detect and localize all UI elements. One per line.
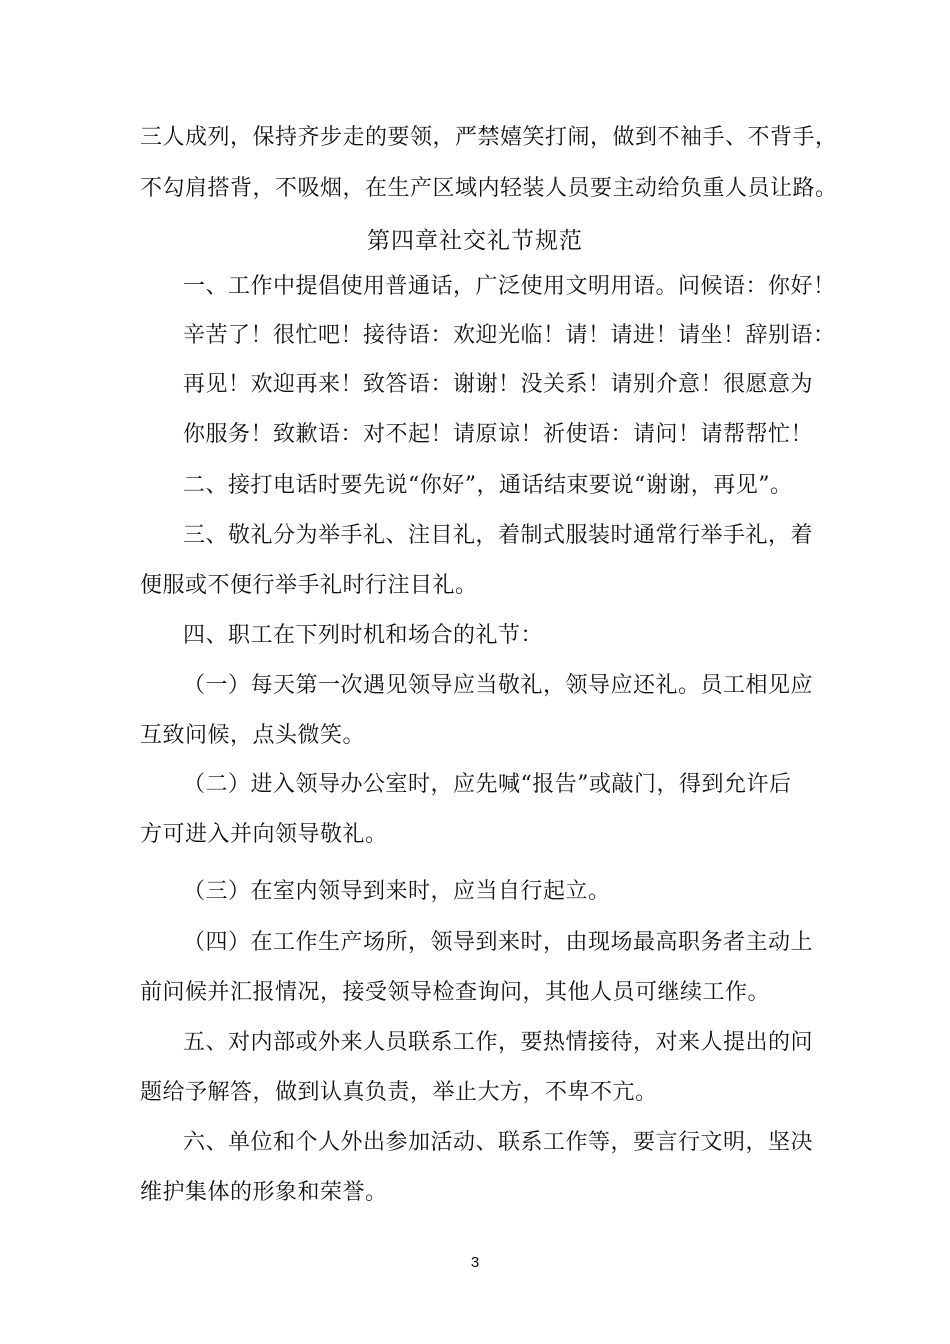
paragraph-line: 前问候并汇报情况，接受领导检查询问，其他人员可继续工作。 — [140, 980, 771, 1005]
paragraph-line: 再见！欢迎再来！致答语：谢谢！没关系！请别介意！很愿意为 — [183, 372, 814, 397]
paragraph-line: 互致问候，点头微笑。 — [140, 723, 366, 748]
paragraph-line: 便服或不便行举手礼时行注目礼。 — [140, 573, 478, 598]
paragraph-line: 辛苦了！很忙吧！接待语：欢迎光临！请！请进！请坐！辞别语： — [183, 323, 836, 348]
paragraph-line: 不勾肩搭背，不吸烟，在生产区域内轻装人员要主动给负重人员让路。 — [140, 176, 838, 201]
paragraph-line: 二、接打电话时要先说“你好”，通话结束要说“谢谢，再见”。 — [183, 473, 793, 498]
paragraph-line: 六、单位和个人外出参加活动、联系工作等，要言行文明，坚决 — [183, 1130, 814, 1155]
paragraph-line: （四）在工作生产场所，领导到来时，由现场最高职务者主动上 — [183, 930, 814, 955]
chapter-title: 第四章社交礼节规范 — [367, 228, 583, 254]
paragraph-line: 五、对内部或外来人员联系工作，要热情接待，对来人提出的问 — [183, 1030, 814, 1055]
paragraph-line: （三）在室内领导到来时，应当自行起立。 — [183, 879, 611, 904]
paragraph-line: 四、职工在下列时机和场合的礼节： — [183, 623, 544, 648]
paragraph-line: 方可进入并向领导敬礼。 — [140, 822, 388, 847]
paragraph-line: （二）进入领导办公室时，应先喊“报告”或敲门，得到允许后 — [183, 772, 792, 797]
paragraph-line: 三人成列，保持齐步走的要领，严禁嬉笑打闹，做到不袖手、不背手， — [140, 125, 838, 150]
paragraph-line: 一、工作中提倡使用普通话，广泛使用文明用语。问候语：你好！ — [183, 274, 836, 299]
paragraph-line: （一）每天第一次遇见领导应当敬礼，领导应还礼。员工相见应 — [183, 673, 814, 698]
paragraph-line: 三、敬礼分为举手礼、注目礼，着制式服装时通常行举手礼，着 — [183, 523, 814, 548]
paragraph-line: 你服务！致歉语：对不起！请原谅！祈使语：请问！请帮帮忙！ — [183, 422, 814, 447]
paragraph-line: 维护集体的形象和荣誉。 — [140, 1180, 388, 1205]
page-number: 3 — [470, 1254, 480, 1271]
paragraph-line: 题给予解答，做到认真负责，举止大方，不卑不亢。 — [140, 1080, 658, 1105]
